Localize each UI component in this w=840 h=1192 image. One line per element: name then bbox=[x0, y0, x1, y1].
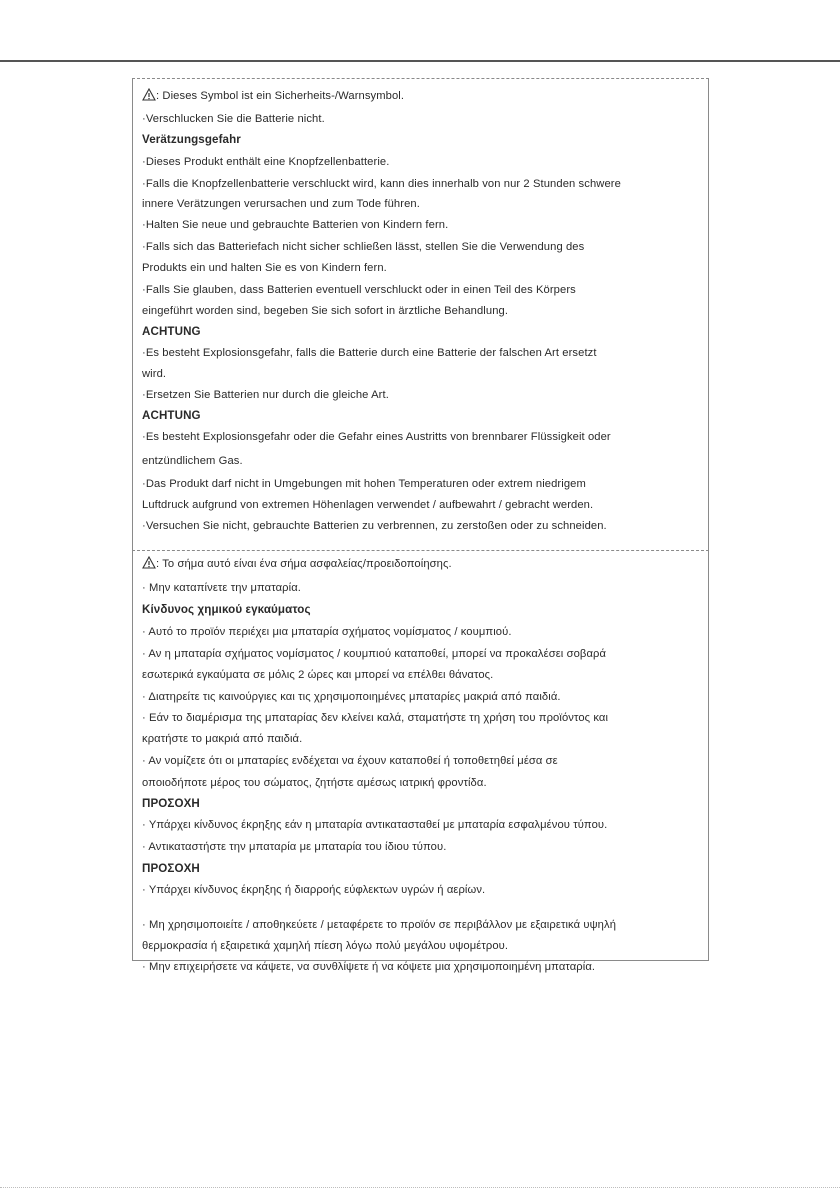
german-text-line: ·Es besteht Explosionsgefahr, falls die Batterie durch eine Batterie der falschen Art ersetzt bbox=[142, 347, 597, 359]
greek-heading: ΠΡΟΣΟΧΗ bbox=[142, 797, 200, 810]
greek-symbol-line bbox=[142, 556, 700, 573]
german-text-line: entzündlichem Gas. bbox=[142, 455, 243, 467]
german-text-line: Luftdruck aufgrund von extremen Höhenlagen verwendet / aufbewahrt / gebracht werden. bbox=[142, 499, 594, 511]
greek-text-line: · Αν νομίζετε ότι οι μπαταρίες ενδέχεται να έχουν καταποθεί ή τοποθετηθεί μέσα σε bbox=[142, 755, 558, 767]
greek-text-line: · Αν η μπαταρία σχήματος νομίσματος / κουμπιού καταποθεί, μπορεί να προκαλέσει σοβαρά bbox=[142, 648, 607, 660]
greek-heading: Κίνδυνος χημικού εγκαύματος bbox=[142, 603, 311, 616]
greek-text-line: · Υπάρχει κίνδυνος έκρηξης ή διαρροής εύφλεκτων υγρών ή αερίων. bbox=[142, 884, 486, 896]
german-text-line: ·Das Produkt darf nicht in Umgebungen mit hohen Temperaturen oder extrem niedrigem bbox=[142, 478, 586, 490]
greek-symbol-text: : Το σήμα αυτό είναι ένα σήμα ασφαλείας/προειδοποίησης. bbox=[156, 558, 452, 570]
german-symbol-text: : Dieses Symbol ist ein Sicherheits-/Warnsymbol. bbox=[156, 90, 405, 102]
greek-text-line: · Αυτό το προϊόν περιέχει μια μπαταρία σχήματος νομίσματος / κουμπιού. bbox=[142, 626, 512, 638]
greek-text-line: κρατήστε το μακριά από παιδιά. bbox=[142, 733, 303, 745]
greek-text-line: οποιοδήποτε μέρος του σώματος, ζητήστε αμέσως ιατρική φροντίδα. bbox=[142, 777, 487, 789]
german-text-line: ·Verschlucken Sie die Batterie nicht. bbox=[142, 113, 325, 125]
german-text-line: Produkts ein und halten Sie es von Kindern fern. bbox=[142, 262, 387, 274]
greek-text-line: θερμοκρασία ή εξαιρετικά χαμηλή πίεση λόγω πολύ μεγάλου υψομέτρου. bbox=[142, 940, 509, 952]
warning-triangle-icon bbox=[142, 88, 156, 105]
german-heading: ACHTUNG bbox=[142, 325, 201, 338]
warning-triangle-icon bbox=[142, 556, 156, 573]
greek-text-line: · Μην καταπίνετε την μπαταρία. bbox=[142, 582, 302, 594]
german-text-line: ·Versuchen Sie nicht, gebrauchte Batterien zu verbrennen, zu zerstoßen oder zu schneiden. bbox=[142, 520, 607, 532]
german-text-line: ·Halten Sie neue und gebrauchte Batterien von Kindern fern. bbox=[142, 219, 449, 231]
header-rule bbox=[0, 60, 840, 62]
german-text-line: ·Falls Sie glauben, dass Batterien eventuell verschluckt oder in einen Teil des Körpers bbox=[142, 284, 576, 296]
german-text-line: ·Ersetzen Sie Batterien nur durch die gleiche Art. bbox=[142, 389, 389, 401]
greek-text-line: · Μη χρησιμοποιείτε / αποθηκεύετε / μεταφέρετε το προϊόν σε περιβάλλον με εξαιρετικά υψηλή bbox=[142, 919, 617, 931]
greek-text-block bbox=[142, 556, 700, 974]
german-safety-panel bbox=[132, 78, 709, 551]
greek-text-line: εσωτερικά εγκαύματα σε μόλις 2 ώρες και μπορεί να επέλθει θάνατος. bbox=[142, 669, 494, 681]
greek-text-line: · Εάν το διαμέρισμα της μπαταρίας δεν κλείνει καλά, σταματήστε τη χρήση του προϊόντος και bbox=[142, 712, 609, 724]
greek-text-line: · Υπάρχει κίνδυνος έκρηξης εάν η μπαταρία αντικατασταθεί με μπαταρία εσφαλμένου τύπου. bbox=[142, 819, 608, 831]
german-heading: ACHTUNG bbox=[142, 409, 201, 422]
german-symbol-line bbox=[142, 88, 700, 105]
greek-text-line: · Μην επιχειρήσετε να κάψετε, να συνθλίψετε ή να κόψετε μια χρησιμοποιημένη μπαταρία. bbox=[142, 961, 596, 973]
german-text-line: ·Falls sich das Batteriefach nicht sicher schließen lässt, stellen Sie die Verwendung des bbox=[142, 241, 585, 253]
page-bottom-border bbox=[0, 1187, 840, 1188]
german-text-line: wird. bbox=[142, 368, 167, 380]
greek-heading: ΠΡΟΣΟΧΗ bbox=[142, 862, 200, 875]
greek-text-line: · Διατηρείτε τις καινούργιες και τις χρησιμοποιημένες μπαταρίες μακριά από παιδιά. bbox=[142, 691, 561, 703]
german-text-line: ·Dieses Produkt enthält eine Knopfzellenbatterie. bbox=[142, 156, 390, 168]
german-text-block bbox=[142, 88, 700, 533]
german-text-line: eingeführt worden sind, begeben Sie sich sofort in ärztliche Behandlung. bbox=[142, 305, 509, 317]
german-heading: Verätzungsgefahr bbox=[142, 133, 241, 146]
greek-safety-panel bbox=[132, 550, 709, 973]
german-text-line: ·Falls die Knopfzellenbatterie verschluckt wird, kann dies innerhalb von nur 2 Stunden schwere bbox=[142, 178, 621, 190]
german-text-line: innere Verätzungen verursachen und zum Tode führen. bbox=[142, 198, 420, 210]
greek-text-line: · Αντικαταστήστε την μπαταρία με μπαταρία του ίδιου τύπου. bbox=[142, 841, 447, 853]
german-text-line: ·Es besteht Explosionsgefahr oder die Gefahr eines Austritts von brennbarer Flüssigkeit oder bbox=[142, 431, 611, 443]
